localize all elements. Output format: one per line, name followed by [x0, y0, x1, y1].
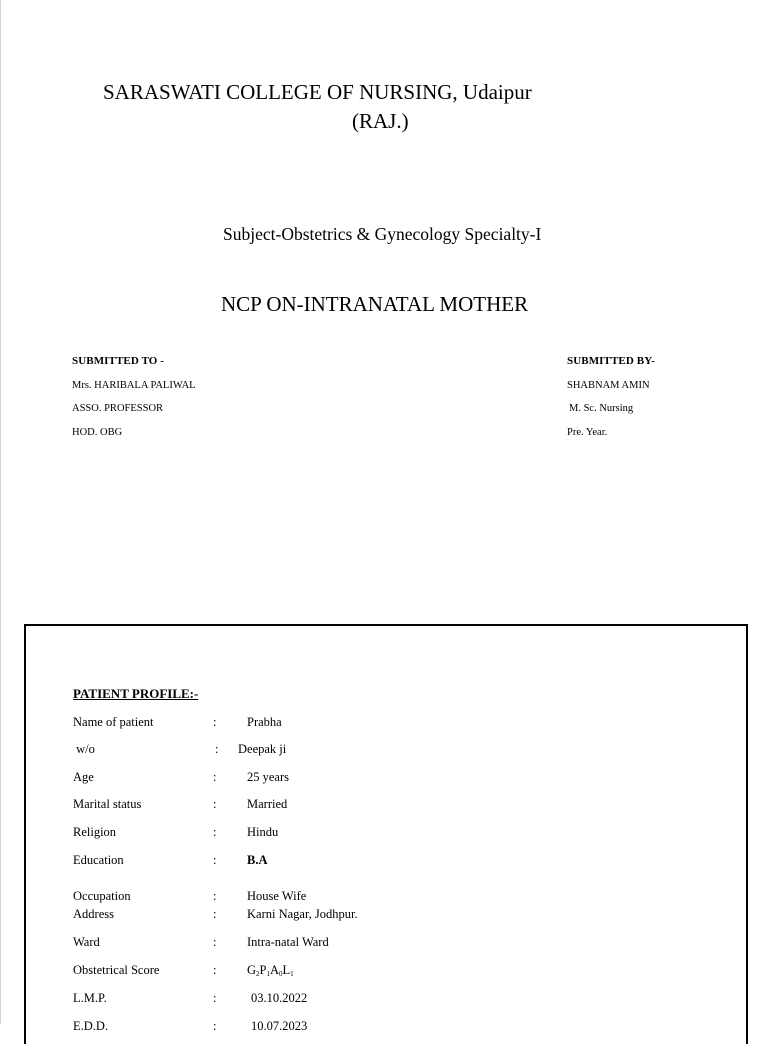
profile-colon: :	[213, 1019, 217, 1033]
college-name-line1: SARASWATI COLLEGE OF NURSING, Udaipur	[103, 80, 532, 104]
submitted-to-name: Mrs. HARIBALA PALIWAL	[72, 379, 196, 391]
profile-value: 03.10.2022	[251, 991, 308, 1005]
profile-value: Deepak ji	[238, 742, 287, 756]
profile-value: Intra-natal Ward	[247, 935, 329, 949]
profile-value: 25 years	[247, 770, 289, 784]
profile-value: Karni Nagar, Jodhpur.	[247, 907, 358, 921]
profile-label: Religion	[73, 825, 117, 839]
profile-colon: :	[213, 797, 217, 811]
profile-label: Age	[73, 770, 94, 784]
submitted-by-year: Pre. Year.	[567, 426, 608, 438]
submitted-by-name: SHABNAM AMIN	[567, 379, 650, 391]
profile-label: Education	[73, 853, 124, 867]
profile-colon: :	[213, 991, 217, 1005]
profile-value: House Wife	[247, 889, 307, 903]
profile-label: Ward	[73, 935, 100, 949]
profile-colon: :	[213, 907, 217, 921]
profile-label: Occupation	[73, 889, 131, 903]
profile-label: Obstetrical Score	[73, 963, 160, 977]
college-name	[103, 78, 532, 136]
profile-label: Address	[73, 907, 114, 921]
submitted-to-block	[72, 350, 196, 444]
profile-label: w/o	[73, 742, 95, 756]
submitted-to-heading: SUBMITTED TO -	[72, 355, 165, 367]
profile-colon: :	[213, 963, 217, 977]
profile-label: E.D.D.	[73, 1019, 109, 1033]
submitted-by-heading: SUBMITTED BY-	[567, 355, 656, 367]
obstetrical-score-value: $G_2P_1A_0L_1$	[247, 963, 294, 978]
profile-value: Prabha	[247, 715, 282, 729]
subject-line: Subject-Obstetrics & Gynecology Specialty-I	[223, 224, 542, 244]
submitted-to-department: HOD. OBG	[72, 426, 123, 438]
patient-profile-heading: PATIENT PROFILE:-	[73, 686, 199, 701]
profile-value: 10.07.2023	[251, 1019, 308, 1033]
profile-label: L.M.P.	[73, 991, 107, 1005]
college-name-line2: (RAJ.)	[352, 109, 409, 133]
profile-value: Married	[247, 797, 288, 811]
profile-colon: :	[213, 935, 217, 949]
profile-value: B.A	[247, 853, 268, 867]
profile-colon: :	[213, 715, 217, 729]
document-title: NCP ON-INTRANATAL MOTHER	[221, 292, 529, 316]
profile-value: Hindu	[247, 825, 279, 839]
patient-profile-box	[24, 624, 748, 1044]
profile-colon: :	[213, 889, 217, 903]
profile-label: Name of patient	[73, 715, 154, 729]
profile-label: Marital status	[73, 797, 142, 811]
profile-colon: :	[213, 825, 217, 839]
submitted-by-course: M. Sc. Nursing	[569, 403, 634, 414]
profile-colon: :	[215, 742, 219, 756]
profile-colon: :	[213, 853, 217, 867]
submitted-to-designation: ASSO. PROFESSOR	[72, 403, 164, 414]
submitted-by-block	[567, 350, 655, 444]
profile-colon: :	[213, 770, 217, 784]
